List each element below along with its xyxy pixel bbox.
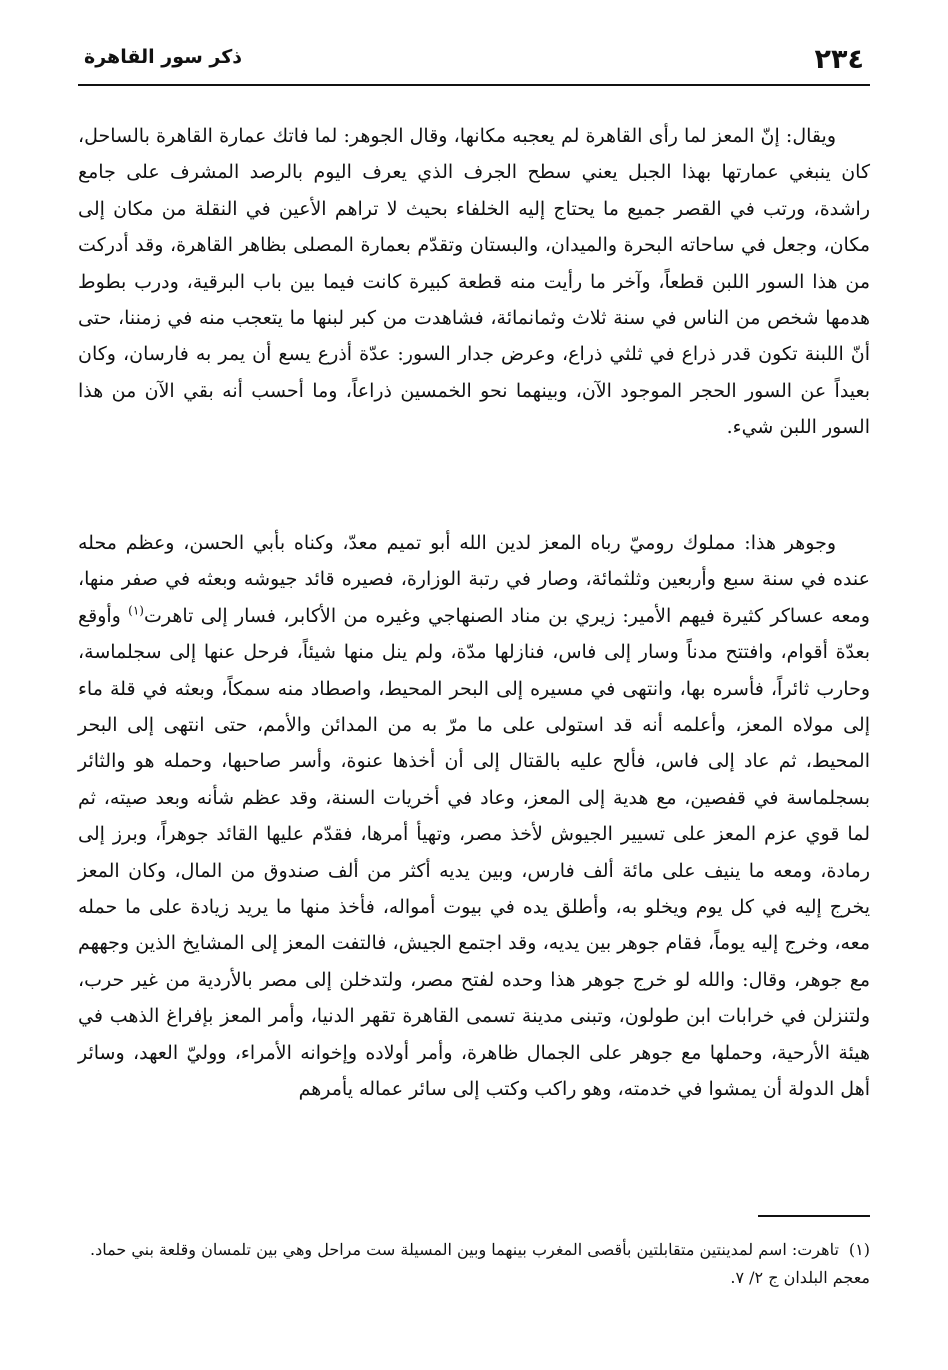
footnote-reference[interactable]: (١) <box>128 603 144 618</box>
paragraph-1-text: ويقال: إنّ المعز لما رأى القاهرة لم يعجبه مكانها، وقال الجوهر: لما فاتك عمارة القاهرة بالساحل، كان ينبغي عمارتها بهذا الجبل يعني سطح الجرف الذي يعرف اليوم بالرصد المشرف على جامع راشدة، ورتب في القصر جميع ما يحتاج إليه الخلفاء بحيث لا تراهم الأعين في النقلة من مكان إلى مكان، وجعل في ساحاته البحرة والميدان، والبستان وتقدّم بعمارة المصلى بظاهر القاهرة، وقد أدركت من هذا السور اللبن قطعاً، وآخر ما رأيت منه قطعة كبيرة كانت فيما بين باب البرقية، ودرب بطوط هدمها شخص من الناس في سنة ثلاث وثمانمائة، فشاهدت من كبر لبنها ما يتعجب منه في زمننا، حتى أنّ اللبنة تكون قدر ذراع في ثلثي ذراع، وعرض جدار السور: عدّة أذرع يسع أن يمر به فارسان، وكان بعيداً عن السور الحجر الموجود الآن، وبينهما نحو الخمسين ذراعاً، وما أحسب أنه بقي الآن من هذا السور اللبن شيء. <box>78 125 870 439</box>
footnote <box>78 1236 870 1292</box>
header-rule <box>78 84 870 86</box>
page-number: ٢٣٤ <box>814 44 864 75</box>
page-header <box>78 40 870 78</box>
paragraph-2-text <box>78 525 870 1108</box>
paragraph-2-part-a: وجوهر هذا: مملوك روميّ رباه المعز لدين الله أبو تميم معدّ، وكناه بأبي الحسن، وعظم محله عنده في سنة سبع وأربعين وثلثمائة، وصار في رتبة الوزارة، فصيره قائد جيوشه وبعثه في صفر منها، ومعه عساكر كثيرة فيهم الأمير: زيري بن مناد الصنهاجي وغيره من الأكابر، فسار إلى تاهرت <box>78 532 870 627</box>
footnote-rule <box>758 1215 870 1217</box>
footnote-text: تاهرت: اسم لمدينتين متقابلتين بأقصى المغرب بينهما وبين المسيلة ست مراحل وهي بين تلمسان وقلعة بني حماد. معجم البلدان ج ٢/ ٧. <box>90 1240 870 1287</box>
footnote-number: (١) <box>848 1240 870 1259</box>
paragraph-2 <box>78 525 870 1108</box>
running-title: ذكر سور القاهرة <box>84 46 243 68</box>
paragraph-1 <box>78 118 870 446</box>
paragraph-2-part-b: وأوقع بعدّة أقوام، وافتتح مدناً وسار إلى فاس، فنازلها مدّة، ولم ينل منها شيئاً، فرحل عنها إلى سجلماسة، وحارب ثائراً، فأسره بها، وانتهى في مسيره إلى البحر المحيط، واصطاد منه سمكاً، وبعثه في قلة ماء إلى مولاه المعز، وأعلمه أنه قد استولى على ما مرّ به من المدائن والأمم، حتى انتهى إلى البحر المحيط، ثم عاد إلى فاس، فألح عليه بالقتال إلى أن أخذها عنوة، وأسر صاحبها، وحمله هو والثائر بسجلماسة في قفصين، مع هدية إلى المعز، وعاد في أخريات السنة، وقد عظم شأنه وبعد صيته، ثم لما قوي عزم المعز على تسيير الجيوش لأخذ مصر، وتهيأ أمرها، فقدّم عليها القائد جوهراً، وبرز إلى رمادة، ومعه ما ينيف على مائة ألف فارس، وبين يديه أكثر من ألف صندوق من المال، وكان المعز يخرج إليه في كل يوم ويخلو به، وأطلق يده في بيوت أمواله، فأخذ منها ما يريد زيادة على ما حمله معه، وخرج إليه يوماً، فقام جوهر بين يديه، وقد اجتمع الجيش، فالتفت المعز إلى المشايخ الذين وجههم مع جوهر، وقال: والله لو خرج جوهر هذا وحده لفتح مصر، ولتدخلن إلى مصر بالأردية من غير حرب، ولتنزلن في خرابات ابن طولون، وتبنى مدينة تسمى القاهرة تقهر الدنيا، وأمر المعز بإفراغ الذهب في هيئة الأرحية، وحملها مع جوهر على الجمال ظاهرة، وأمر أولاده وإخوانه الأمراء، ووليّ العهد، وسائر أهل الدولة أن يمشوا في خدمته، وهو راكب وكتب إلى سائر عماله يأمرهم <box>78 604 871 1101</box>
